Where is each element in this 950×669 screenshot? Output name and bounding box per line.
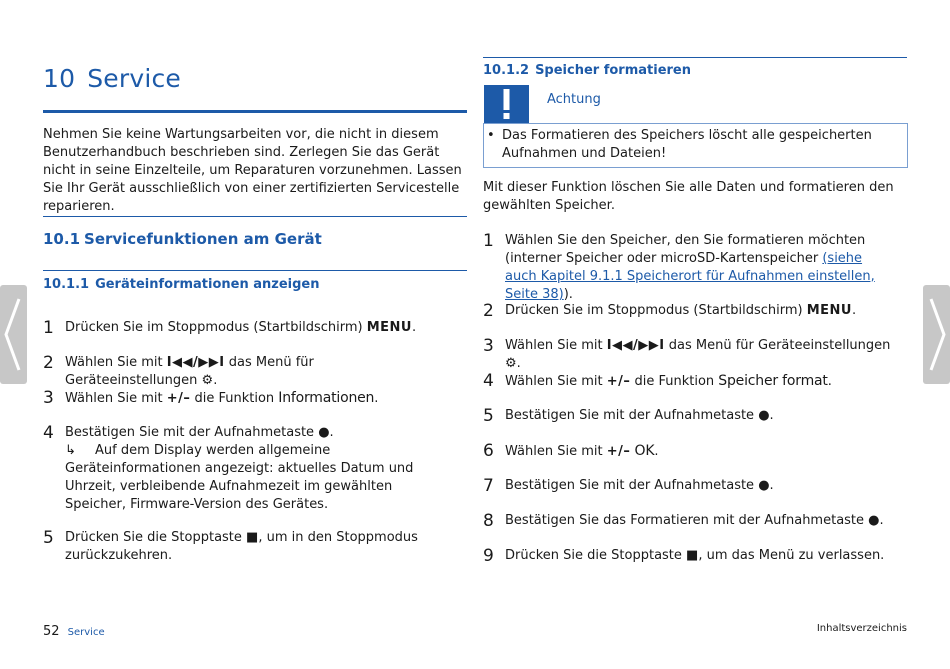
step-number: 3 bbox=[43, 388, 54, 408]
function-name: Speicher format bbox=[718, 373, 828, 389]
menu-key: MENU bbox=[366, 320, 412, 335]
intro-paragraph: Nehmen Sie keine Wartungsarbeiten vor, die nicht in diesem Benutzerhandbuch beschrieben sind. Zerlegen Sie das Gerät nicht in seine Einzelteile, um Reparaturen vorzunehmen. Lassen Sie Ihr Gerät ausschließlich von einer zertifizierten Servicestelle reparieren. bbox=[43, 127, 462, 214]
stop-symbol: ■ bbox=[686, 548, 699, 563]
step-number: 3 bbox=[483, 336, 494, 356]
step-number: 5 bbox=[43, 528, 54, 548]
chapter-link[interactable]: (siehe auch Kapitel 9.1.1 Speicherort für Aufnahmen einstellen, Seite 38) bbox=[505, 251, 875, 302]
step-result: Auf dem Display werden allgemeine Geräteinformationen angezeigt: aktuelles Datum und Uhrzeit, verbleibende Aufnahmezeit im gewählten Speicher, Firmware-Version des Gerätes. bbox=[65, 443, 414, 512]
skip-keys: I◀◀/▶▶I bbox=[166, 355, 225, 370]
chapter-title bbox=[43, 64, 181, 93]
record-symbol: ● bbox=[758, 408, 770, 423]
warning-box bbox=[483, 123, 908, 168]
function-name: Informationen bbox=[278, 390, 375, 406]
record-symbol: ● bbox=[868, 513, 880, 528]
plus-minus-keys: +/– bbox=[606, 444, 631, 459]
record-symbol: ● bbox=[758, 478, 770, 493]
step-number: 1 bbox=[483, 231, 494, 251]
toc-link[interactable]: Inhaltsverzeichnis bbox=[816, 623, 907, 634]
subsection-heading-left bbox=[43, 277, 320, 292]
skip-keys: I◀◀/▶▶I bbox=[606, 338, 665, 353]
record-symbol: ● bbox=[318, 425, 330, 440]
page-number: 52 bbox=[43, 624, 60, 639]
step-number: 1 bbox=[43, 318, 54, 338]
subsection-number-left: 10.1.1 bbox=[43, 277, 90, 292]
subsection-heading-right bbox=[483, 63, 691, 78]
subsection-number-right: 10.1.2 bbox=[483, 63, 530, 78]
step-number: 4 bbox=[483, 371, 494, 391]
chapter-title-text: Service bbox=[87, 64, 182, 93]
step-number: 6 bbox=[483, 441, 494, 461]
intro-paragraph-right: Mit dieser Funktion löschen Sie alle Daten und formatieren den gewählten Speicher. bbox=[483, 180, 894, 213]
plus-minus-keys: +/– bbox=[606, 374, 631, 389]
subsection-title-right: Speicher formatieren bbox=[535, 63, 692, 78]
step-number: 4 bbox=[43, 423, 54, 443]
section-title: Servicefunktionen am Gerät bbox=[84, 230, 322, 248]
chapter-rule bbox=[43, 110, 467, 113]
warning-label: Achtung bbox=[547, 92, 601, 107]
chevron-left-icon bbox=[0, 285, 27, 384]
result-arrow-icon: ↳ bbox=[65, 443, 76, 458]
plus-minus-keys: +/– bbox=[166, 391, 191, 406]
step-number: 7 bbox=[483, 476, 494, 496]
step-number: 8 bbox=[483, 511, 494, 531]
page-footer bbox=[43, 620, 105, 639]
stop-symbol: ■ bbox=[246, 530, 259, 545]
section-rule bbox=[43, 216, 467, 217]
exclamation-icon bbox=[484, 85, 529, 123]
footer-section: Service bbox=[67, 627, 105, 638]
warning-badge bbox=[484, 85, 529, 123]
subsection-rule-right bbox=[483, 57, 907, 58]
gear-icon: ⚙ bbox=[201, 373, 214, 388]
chevron-right-icon bbox=[923, 285, 950, 384]
prev-page-tab[interactable] bbox=[0, 285, 27, 384]
step-number: 2 bbox=[43, 353, 54, 373]
step-number: 5 bbox=[483, 406, 494, 426]
next-page-tab[interactable] bbox=[923, 285, 950, 384]
bullet-icon: • bbox=[487, 128, 495, 143]
menu-key: MENU bbox=[806, 303, 852, 318]
step-number: 9 bbox=[483, 546, 494, 566]
gear-icon: ⚙ bbox=[505, 356, 517, 371]
subsection-title-left: Geräteinformationen anzeigen bbox=[95, 277, 320, 292]
section-heading bbox=[43, 230, 322, 248]
step-number: 2 bbox=[483, 301, 494, 321]
chapter-number: 10 bbox=[43, 64, 76, 93]
warning-bullet: • Das Formatieren des Speichers löscht alle gespeicherten Aufnahmen und Dateien! bbox=[487, 128, 872, 161]
subsection-rule-left bbox=[43, 270, 467, 271]
function-name: OK bbox=[634, 443, 655, 459]
section-number: 10.1 bbox=[43, 230, 81, 248]
